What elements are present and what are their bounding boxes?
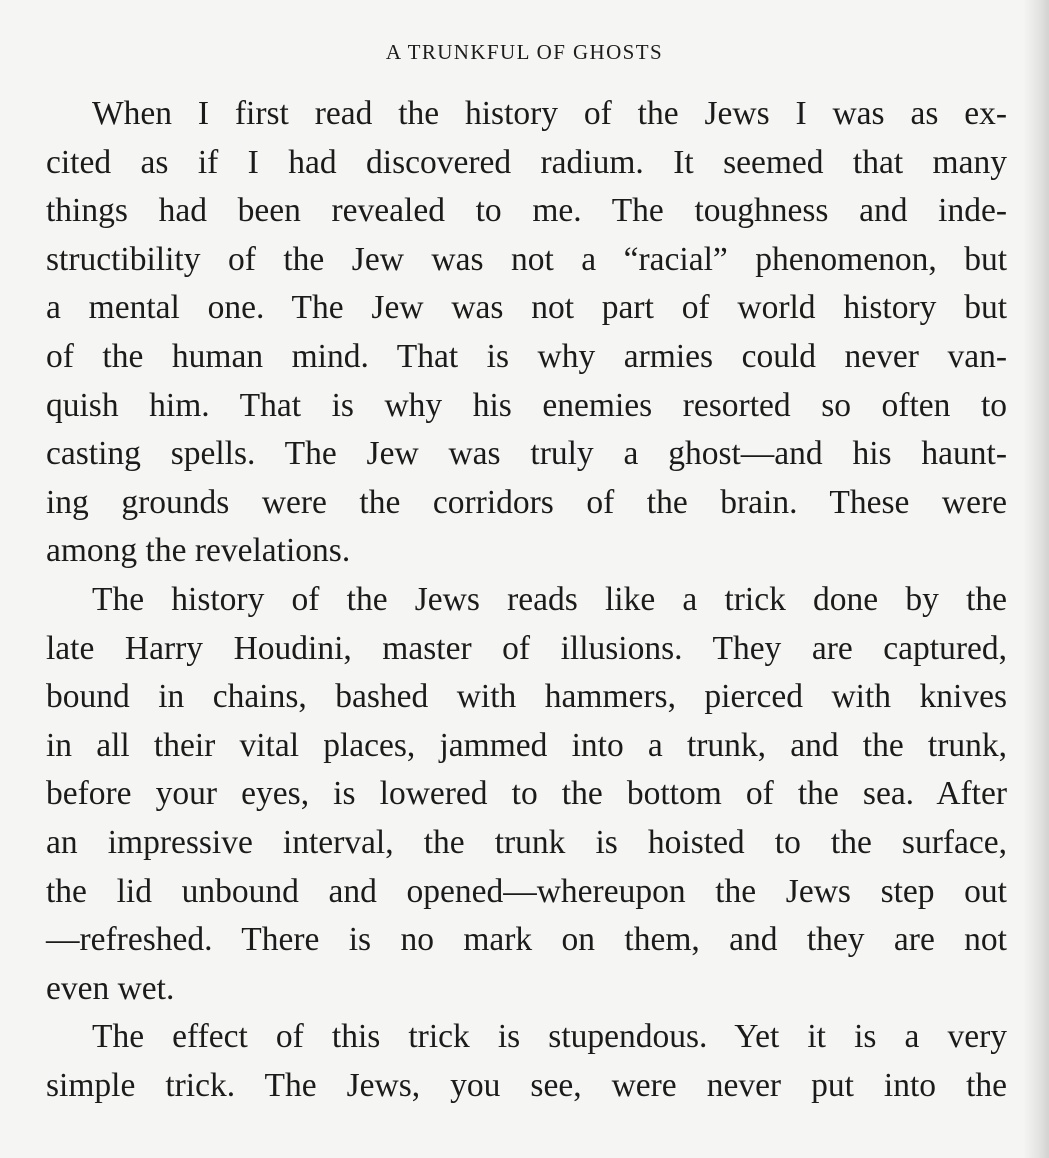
text-line: The effect of this trick is stupendous. Yet it is a very [92, 1018, 1007, 1056]
text-line: late Harry Houdini, master of illusions. They are captured, [46, 629, 1007, 667]
text-line: a mental one. The Jew was not part of world history but [46, 289, 1007, 327]
text-line: ing grounds were the corridors of the brain. These were [46, 483, 1007, 521]
text-line: structibility of the Jew was not a “racial” phenomenon, but [46, 240, 1007, 278]
text-line: among the revelations. [46, 532, 351, 570]
running-head: A TRUNKFUL OF GHOSTS [385, 40, 664, 64]
text-line: things had been revealed to me. The toughness and inde- [46, 192, 1007, 230]
text-line: bound in chains, bashed with hammers, pierced with knives [46, 678, 1007, 716]
text-line: When I first read the history of the Jews I was as ex- [92, 95, 1007, 132]
text-line: even wet. [46, 969, 175, 1007]
text-line: of the human mind. That is why armies could never van- [46, 337, 1007, 375]
body-text [46, 90, 1007, 1110]
text-line: cited as if I had discovered radium. It seemed that many [46, 143, 1007, 181]
text-line: quish him. That is why his enemies resorted so often to [46, 386, 1007, 424]
text-line: an impressive interval, the trunk is hoisted to the surface, [46, 823, 1007, 861]
text-line: —refreshed. There is no mark on them, and they are not [46, 921, 1007, 959]
text-line: casting spells. The Jew was truly a ghost—and his haunt- [46, 435, 1007, 473]
text-line: the lid unbound and opened—whereupon the Jews step out [46, 872, 1007, 910]
page-edge-shadow [1023, 0, 1049, 1158]
text-line: simple trick. The Jews, you see, were never put into the [46, 1066, 1007, 1104]
text-line: in all their vital places, jammed into a trunk, and the trunk, [46, 726, 1007, 764]
text-line: The history of the Jews reads like a trick done by the [92, 580, 1007, 618]
text-line: before your eyes, is lowered to the bottom of the sea. After [46, 775, 1007, 813]
